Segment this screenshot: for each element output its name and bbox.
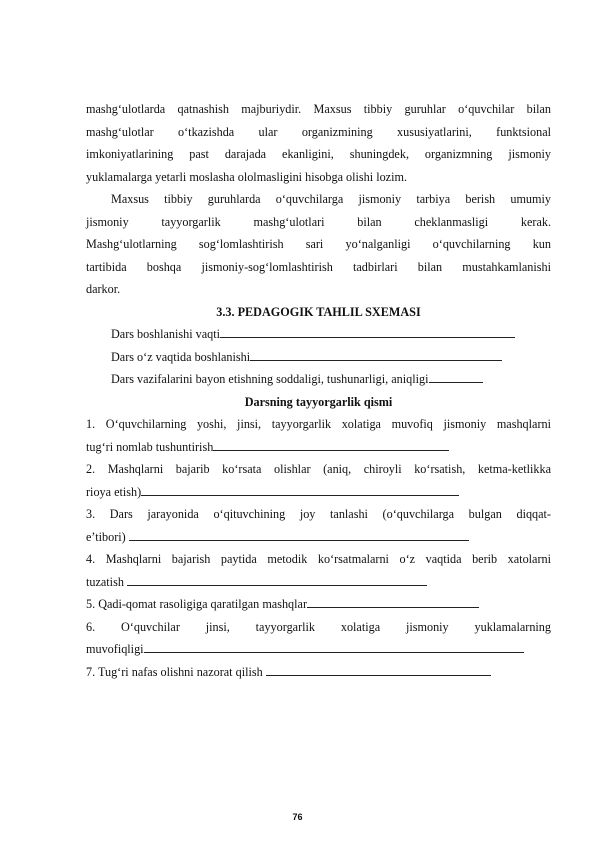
checklist-item	[86, 503, 551, 548]
checklist-item	[86, 593, 551, 616]
blank-line[interactable]	[127, 573, 427, 586]
blank-line[interactable]	[429, 370, 483, 383]
blank-line[interactable]	[250, 348, 502, 361]
item-text	[86, 593, 551, 616]
text-line: darkor.	[86, 282, 121, 296]
paragraph-special-groups	[86, 188, 551, 301]
text-line: mashg‘ulotlar o‘tkazishda ular organizmining xususiyatlarini, funktsional	[86, 124, 551, 139]
blank-line[interactable]	[141, 483, 459, 496]
section-subtitle: Darsning tayyorgarlik qismi	[244, 394, 393, 409]
item-text-continued	[86, 638, 551, 661]
field-label: Dars o‘z vaqtida boshlanishi	[111, 349, 251, 364]
paragraph-intro	[86, 98, 551, 188]
blank-line[interactable]	[266, 663, 491, 676]
checklist-item	[86, 458, 551, 503]
item-text-tail: tuzatish	[86, 574, 127, 589]
page-number: 76	[292, 812, 303, 822]
form-field-lesson-start-time	[86, 323, 551, 346]
item-text: 4. Mashqlarni bajarish paytida metodik ko‘rsatmalarni o‘z vaqtida berib xatolarni	[86, 552, 551, 566]
item-text-tail: muvofiqligi	[86, 642, 144, 656]
section-title: 3.3. PEDAGOGIK TAHLIL SXEMASI	[216, 304, 421, 319]
item-text	[86, 661, 551, 684]
item-text-continued	[86, 526, 551, 549]
text-line: Mashg‘ulotlarning sog‘lomlashtirish sari yo‘nalganligi o‘quvchilarning kun	[86, 237, 551, 251]
item-text-continued	[86, 436, 551, 459]
item-text: 1. O‘quvchilarning yoshi, jinsi, tayyorgarlik xolatiga muvofiq jismoniy mashqlarni	[86, 417, 551, 431]
blank-line[interactable]	[129, 528, 469, 541]
checklist-item	[86, 661, 551, 684]
field-label: Dars vazifalarini bayon etishning soddaligi, tushunarligi, aniqligi	[111, 372, 429, 386]
field-label: Dars boshlanishi vaqti	[111, 327, 220, 341]
item-text-tail: 7. Tug‘ri nafas olishni nazorat qilish	[86, 664, 266, 679]
item-text-tail: tug‘ri nomlab tushuntirish	[86, 439, 214, 454]
form-field-task-clarity	[86, 368, 551, 391]
item-text-continued	[86, 481, 551, 504]
blank-line[interactable]	[220, 325, 515, 338]
item-text: 6. O‘quvchilar jinsi, tayyorgarlik xolatiga jismoniy yuklamalarning	[86, 619, 551, 634]
item-text: 2. Mashqlarni bajarib ko‘rsata olishlar (aniq, chiroyli ko‘rsatish, ketma-ketlikka	[86, 462, 551, 476]
page-content	[86, 98, 551, 683]
blank-line[interactable]	[144, 640, 524, 653]
text-line: Maxsus tibbiy guruhlarda o‘quvchilarga jismoniy tarbiya berish umumiy	[111, 192, 551, 206]
item-text-continued	[86, 571, 551, 594]
checklist-item	[86, 616, 551, 661]
text-line: tartibida boshqa jismoniy-sog‘lomlashtirish tadbirlari bilan mustahkamlanishi	[86, 259, 551, 274]
item-text: 3. Dars jarayonida o‘qituvchining joy tanlashi (o‘quvchilarga bulgan diqqat-	[86, 507, 551, 521]
form-field-lesson-on-time	[86, 346, 551, 369]
text-line: imkoniyatlarining past darajada ekanligini, shuningdek, organizmning jismoniy	[86, 147, 551, 161]
item-text-tail: e’tibori)	[86, 529, 129, 544]
checklist-item	[86, 548, 551, 593]
blank-line[interactable]	[307, 595, 479, 608]
blank-line[interactable]	[213, 438, 449, 451]
text-line: mashg‘ulotlarda qatnashish majburiydir. Maxsus tibbiy guruhlar o‘quvchilar bilan	[86, 102, 551, 116]
text-line: jismoniy tayyorgarlik mashg‘ulotlari bilan cheklanmasligi kerak.	[86, 214, 551, 229]
item-text-tail: 5. Qadi-qomat rasoligiga qaratilgan mashqlar	[86, 597, 307, 611]
text-line: yuklamalarga yetarli moslasha ololmasligini hisobga olishi lozim.	[86, 169, 407, 184]
checklist-item	[86, 413, 551, 458]
item-text-tail: rioya etish)	[86, 484, 142, 499]
